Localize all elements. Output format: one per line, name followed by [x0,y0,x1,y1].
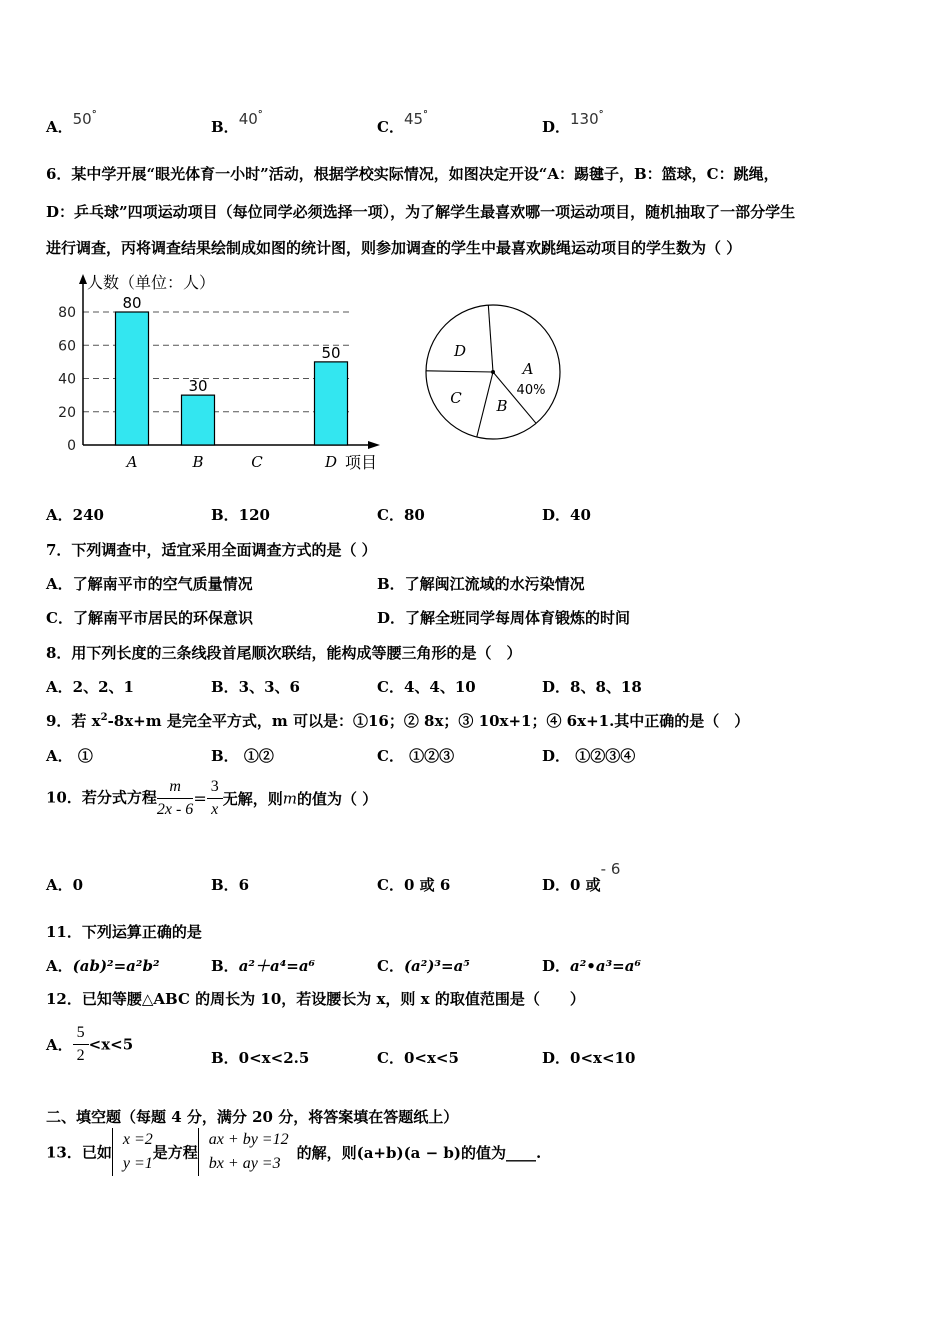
y-axis-arrow [79,274,87,284]
option-expr: a²•a³=a⁶ [570,957,642,975]
bar-a [116,312,149,445]
q10-option-d [542,858,621,894]
q6-stem-line3: 进行调查，丙将调查结果绘制成如图的统计图，则参加调查的学生中最喜欢跳绳运动项目的学生数为（ ） [46,239,742,257]
frac-numerator: 5 [76,1024,85,1041]
q9-stem-part2: -8x+m 是完全平方式，m 可以是：①16；② 8x；③ 10x+1；④ 6x+1.其中正确的是（ ） [107,712,750,730]
bar-chart [40,268,390,478]
degree-mark: ° [423,109,429,121]
pie-label-c: C [450,389,462,407]
x-tick-label: B [192,453,204,471]
x-axis-arrow [368,441,380,449]
q7-option-a: A．了解南平市的空气质量情况 [46,575,253,593]
degree-mark: ° [598,109,604,121]
q12-option-d: D．0<x<10 [542,1049,636,1067]
bar-data-label: 80 [122,294,142,312]
q11-option-a [46,955,160,976]
q10-suffix-b: 的值为（ ） [296,790,378,808]
q9-exponent: 2 [100,712,108,723]
q10-fraction-1 [157,776,193,821]
x-tick-label: C [251,453,263,471]
q12-option-a [46,1022,133,1067]
section-title: 二、填空题（每题 4 分，满分 20 分，将答案填在答题纸上） [46,1108,459,1126]
y-tick-label: 20 [58,404,76,421]
bar-data-label: 50 [321,343,341,362]
q13-system-1 [112,1128,153,1176]
q6-option-b: B．120 [211,506,270,524]
y-tick-label: 80 [58,305,76,321]
y-tick-label: 40 [58,371,76,388]
q9-option-c: C． ①②③ [377,747,455,765]
q13-prefix: 13．已如 [46,1143,112,1162]
q12-option-c: C．0<x<5 [377,1049,459,1067]
option-label: A． [46,957,73,975]
q5-option-b [211,108,263,136]
q8-option-a: A．2、2、1 [46,678,134,696]
x-axis-label: 项目 [345,453,378,472]
option-label: A． [46,1036,73,1054]
pie-label-a: A [522,360,534,378]
q9-option-d: D． ①②③④ [542,747,636,765]
q5-option-d [542,108,604,136]
q13-suffix: 的解，则(a+b)(a − b)的值为____. [296,1143,542,1162]
q10-stem [46,776,377,821]
q6-option-a: A．240 [46,506,104,524]
pie-percent-label: 40% [516,383,546,398]
bar-d [315,362,348,445]
q10-suffix-a: 无解，则 [222,790,283,808]
q10-equals: = [193,789,207,808]
q10-var: m [282,789,297,808]
option-exponent: - 6 [600,860,621,878]
option-label: D． [542,118,571,136]
q9-option-b: B． ①② [211,747,274,765]
system-row: bx + ay =3 [198,1152,289,1176]
q12-stem: 12．已知等腰△ABC 的周长为 10，若设腰长为 x，则 x 的取值范围是（ ） [46,990,585,1008]
q6-option-d: D．40 [542,506,591,524]
q10-prefix: 10．若分式方程 [46,788,157,807]
frac-denominator: 2x - 6 [156,801,194,818]
degree-mark: ° [91,109,97,121]
option-label: B． [211,957,239,975]
q10-option-b: B．6 [211,876,250,894]
pie-label-b: B [496,397,508,415]
option-expr: (a²)³=a⁵ [403,957,470,975]
system-row: x =2 [112,1128,153,1152]
pie-center [491,370,495,374]
q7-stem: 7．下列调查中，适宜采用全面调查方式的是（ ） [46,541,377,559]
degree-mark: ° [257,109,263,121]
q8-option-d: D．8、8、18 [542,678,642,696]
q7-option-c: C．了解南平市居民的环保意识 [46,609,253,627]
q11-stem: 11．下列运算正确的是 [46,923,202,941]
frac-denominator: 2 [73,1044,89,1067]
bar-data-label: 30 [188,377,208,396]
q12-option-b: B．0<x<2.5 [211,1049,310,1067]
frac-numerator: m [157,776,193,799]
q10-fraction-2 [207,776,223,821]
frac-numerator: 3 [210,778,219,795]
option-value: 40 [238,110,258,128]
option-rest: <x<5 [88,1035,134,1054]
q7-option-d: D．了解全班同学每周体育锻炼的时间 [377,609,631,627]
option-label: B． [211,118,239,136]
x-tick-label: D [324,453,338,471]
q13-stem [46,1128,541,1176]
q5-option-a [46,108,97,136]
q9-stem [46,710,749,731]
frac-denominator: x [207,798,223,821]
pie-chart [420,300,570,445]
q8-option-c: C．4、4、10 [377,678,476,696]
option-expr: a²＋a⁴=a⁶ [238,957,316,975]
q13-system-2 [198,1128,289,1176]
q10-option-c: C．0 或 6 [377,876,451,894]
bar-b [182,395,215,445]
system-row: ax + by =12 [198,1128,289,1152]
pie-label-d: D [453,342,467,360]
option-value: 45 [403,110,424,128]
q6-stem-line1: 6．某中学开展“眼光体育一小时”活动，根据学校实际情况，如图决定开设“A：踢毽子，B：篮球，C：跳绳， [46,165,779,183]
q7-option-b: B．了解闽江流域的水污染情况 [377,575,585,593]
option-label: A． [46,118,73,136]
option-value: 130 [570,110,599,128]
q11-option-d [542,955,641,976]
q8-stem: 8．用下列长度的三条线段首尾顺次联结，能构成等腰三角形的是（ ） [46,644,522,662]
q9-option-a: A． ① [46,747,93,765]
option-label: D． [542,957,571,975]
x-tick-label: A [126,453,138,471]
q12-fraction [73,1022,89,1067]
option-label: C． [377,957,404,975]
q11-option-b [211,955,315,976]
q5-option-c [377,108,429,136]
option-expr: (ab)²=a²b² [72,957,160,975]
q10-option-a: A．0 [46,876,84,894]
q9-stem-part1: 9．若 x [46,712,101,730]
option-value: 50 [72,110,92,128]
y-axis-label: 人数（单位：人） [87,273,216,292]
option-text: D．0 或 [542,876,601,894]
system-row: y =1 [112,1152,153,1176]
q13-mid: 是方程 [152,1143,198,1162]
y-tick-label: 0 [67,438,76,454]
y-tick-label: 60 [58,338,76,355]
q6-option-c: C．80 [377,506,425,524]
q8-option-b: B．3、3、6 [211,678,300,696]
q6-stem-line2: D：乒乓球”四项运动项目（每位同学必须选择一项），为了解学生最喜欢哪一项运动项目，随机抽取了一部分学生 [46,203,796,221]
q11-option-c [377,955,470,976]
option-label: C． [377,118,404,136]
